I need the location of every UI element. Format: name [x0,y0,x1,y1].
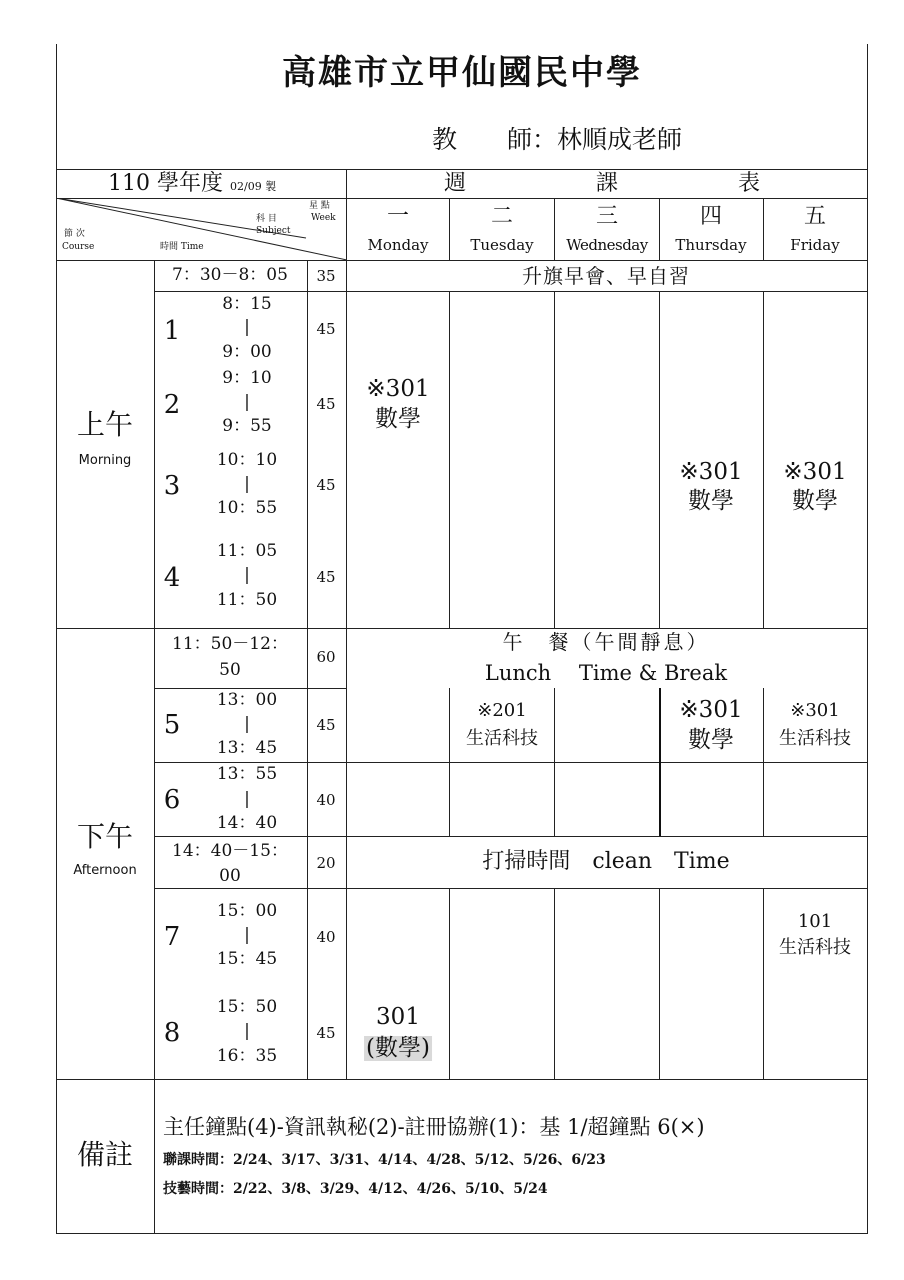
grid-line [154,762,868,763]
grid-line [763,291,764,628]
day-header-tue-en: Tuesday [470,236,534,254]
period-2-minutes: 45 [316,395,336,413]
notes-label: 備註 [76,1138,134,1171]
period-2-sep: | [244,392,250,412]
corner-time [160,243,204,253]
period-3-end: 10：55 [216,498,278,518]
class-fri-p3-subject: 數學 [792,488,838,514]
period-8-minutes: 45 [316,1024,336,1042]
notes-line-1: 主任鐘點(4)-資訊執秘(2)-註冊協辦(1)：基 1/超鐘點 6(×) [163,1115,705,1139]
section-morning-en: Morning [78,453,132,468]
period-4-start: 11：05 [216,541,278,561]
period-2-end: 9：55 [222,416,272,436]
period-7-minutes: 40 [316,928,336,946]
lunch-activity-zh: 午 餐（午間靜息） [502,630,710,654]
grid-line [554,198,555,260]
notes-line-2: 聯課時間：2/24、3/17、3/31、4/14、4/28、5/12、5/26、6/23 [163,1152,606,1168]
grid-line [154,260,155,1234]
grid-line [154,688,346,689]
day-header-wed-en: Wednesday [566,236,648,254]
clean-minutes: 20 [316,854,336,872]
period-7-sep: | [244,925,250,945]
corner-subject-zh: 科 目 [256,214,277,224]
section-afternoon-zh: 下午 [76,820,134,853]
grid-line [154,836,868,837]
period-2-start: 9：10 [222,368,272,388]
period-7-start: 15：00 [216,901,278,921]
class-mon-p2-code: ※301 [366,376,430,402]
lunch-minutes: 60 [316,648,336,666]
corner-course-en: Course [62,242,95,252]
grid-line [554,888,555,1079]
period-1-sep: | [244,317,250,337]
period-7-number: 7 [163,922,181,952]
clean-activity: 打掃時間 clean Time [482,849,730,874]
period-5-sep: | [244,714,250,734]
grid-line [154,888,868,889]
grid-line [449,291,450,628]
corner-hours-en: Week [311,213,336,223]
class-fri-p3-code: ※301 [783,459,847,485]
notes-line-3: 技藝時間：2/22、3/8、3/29、4/12、4/26、5/10、5/24 [163,1181,548,1197]
period-6-number: 6 [163,785,181,815]
grid-line [763,888,764,1079]
class-thu-p3-code: ※301 [679,459,743,485]
period-3-start: 10：10 [216,450,278,470]
period-8-number: 8 [163,1018,181,1048]
class-mon-p8-code: 301 [376,1004,420,1030]
period-6-start: 13：55 [216,764,278,784]
period-5-start: 13：00 [216,690,278,710]
day-header-thu-zh: 四 [699,204,723,229]
grid-line [154,291,868,292]
class-thu-p5-subject: 數學 [688,727,734,753]
period-8-start: 15：50 [216,997,278,1017]
section-afternoon-en: Afternoon [73,863,137,878]
grid-line [554,688,555,836]
grid-line [56,1079,868,1080]
period-3-sep: | [244,474,250,494]
period-7-end: 15：45 [216,949,278,969]
grid-line [763,688,764,836]
period-8-sep: | [244,1021,250,1041]
corner-hours-zh: 星 點 [309,201,330,211]
day-header-fri-zh: 五 [803,204,827,229]
grid-line [346,169,347,1079]
day-header-mon-en: Monday [367,236,429,254]
grid-line [56,169,868,170]
lunch-time-line1: 11：50－12： [172,634,288,654]
period-6-sep: | [244,789,250,809]
day-header-wed-zh: 三 [595,204,619,229]
school-year-note: 02/09 製 [230,180,277,193]
class-tue-p5-code: ※201 [477,700,527,721]
clean-time-line2: 00 [219,866,241,886]
day-header-thu-en: Thursday [675,236,747,254]
class-fri-p7-code: 101 [797,911,833,932]
section-morning-zh: 上午 [76,408,134,441]
class-mon-p8-subject: (數學) [366,1035,430,1061]
period-4-number: 4 [163,563,181,593]
grid-line [763,198,764,260]
corner-time-en: Time [180,242,204,252]
school-year-label: 110 學年度 [108,171,223,196]
period-4-minutes: 45 [316,568,336,586]
class-fri-p5-code: ※301 [790,700,840,721]
period-1-number: 1 [163,316,181,346]
school-title: 高雄市立甲仙國民中學 [282,53,642,93]
class-mon-p2-subject: 數學 [375,406,421,432]
period-3-number: 3 [163,471,181,501]
class-thu-p5-code: ※301 [679,697,743,723]
period-4-sep: | [244,565,250,585]
period-6-end: 14：40 [216,813,278,833]
teacher-name: 教 師：林順成老師 [432,125,683,154]
period-8-end: 16：35 [216,1046,278,1066]
week-title-3: 表 [738,171,761,196]
assembly-minutes: 35 [316,267,336,285]
period-2-number: 2 [163,390,181,420]
grid-line [449,198,450,260]
lunch-activity-en: Lunch Time & Break [484,661,728,685]
corner-course-zh: 節 次 [64,229,85,239]
assembly-activity: 升旗早會、早自習 [522,264,690,288]
period-5-end: 13：45 [216,738,278,758]
day-header-tue-zh: 二 [490,204,514,229]
class-fri-p7-subject: 生活科技 [779,937,851,958]
clean-time-line1: 14：40－15： [172,841,288,861]
class-tue-p5-subject: 生活科技 [466,728,538,749]
period-5-minutes: 45 [316,716,336,734]
grid-line [449,688,450,836]
week-title-2: 課 [596,171,619,196]
grid-line [659,888,660,1079]
corner-subject-en: Subject [256,226,291,236]
grid-line [449,888,450,1079]
grid-line [659,198,660,260]
assembly-time: 7：30－8：05 [172,265,288,285]
period-1-minutes: 45 [316,320,336,338]
grid-line [554,291,555,628]
period-6-minutes: 40 [316,791,336,809]
week-title-1: 週 [444,171,467,196]
period-1-end: 9：00 [222,342,272,362]
grid-line [659,291,660,628]
period-5-number: 5 [163,710,181,740]
grid-line [56,628,868,629]
lunch-time-line2: 50 [219,660,241,680]
grid-line [307,260,308,1079]
grid-line [659,688,661,836]
day-header-fri-en: Friday [790,236,840,254]
day-header-mon-zh: 一 [386,204,410,229]
class-fri-p5-subject: 生活科技 [779,728,851,749]
period-1-start: 8：15 [222,294,272,314]
period-3-minutes: 45 [316,476,336,494]
school-year [108,172,276,196]
period-4-end: 11：50 [216,590,278,610]
class-thu-p3-subject: 數學 [688,488,734,514]
corner-time-zh: 時間 [160,242,179,252]
